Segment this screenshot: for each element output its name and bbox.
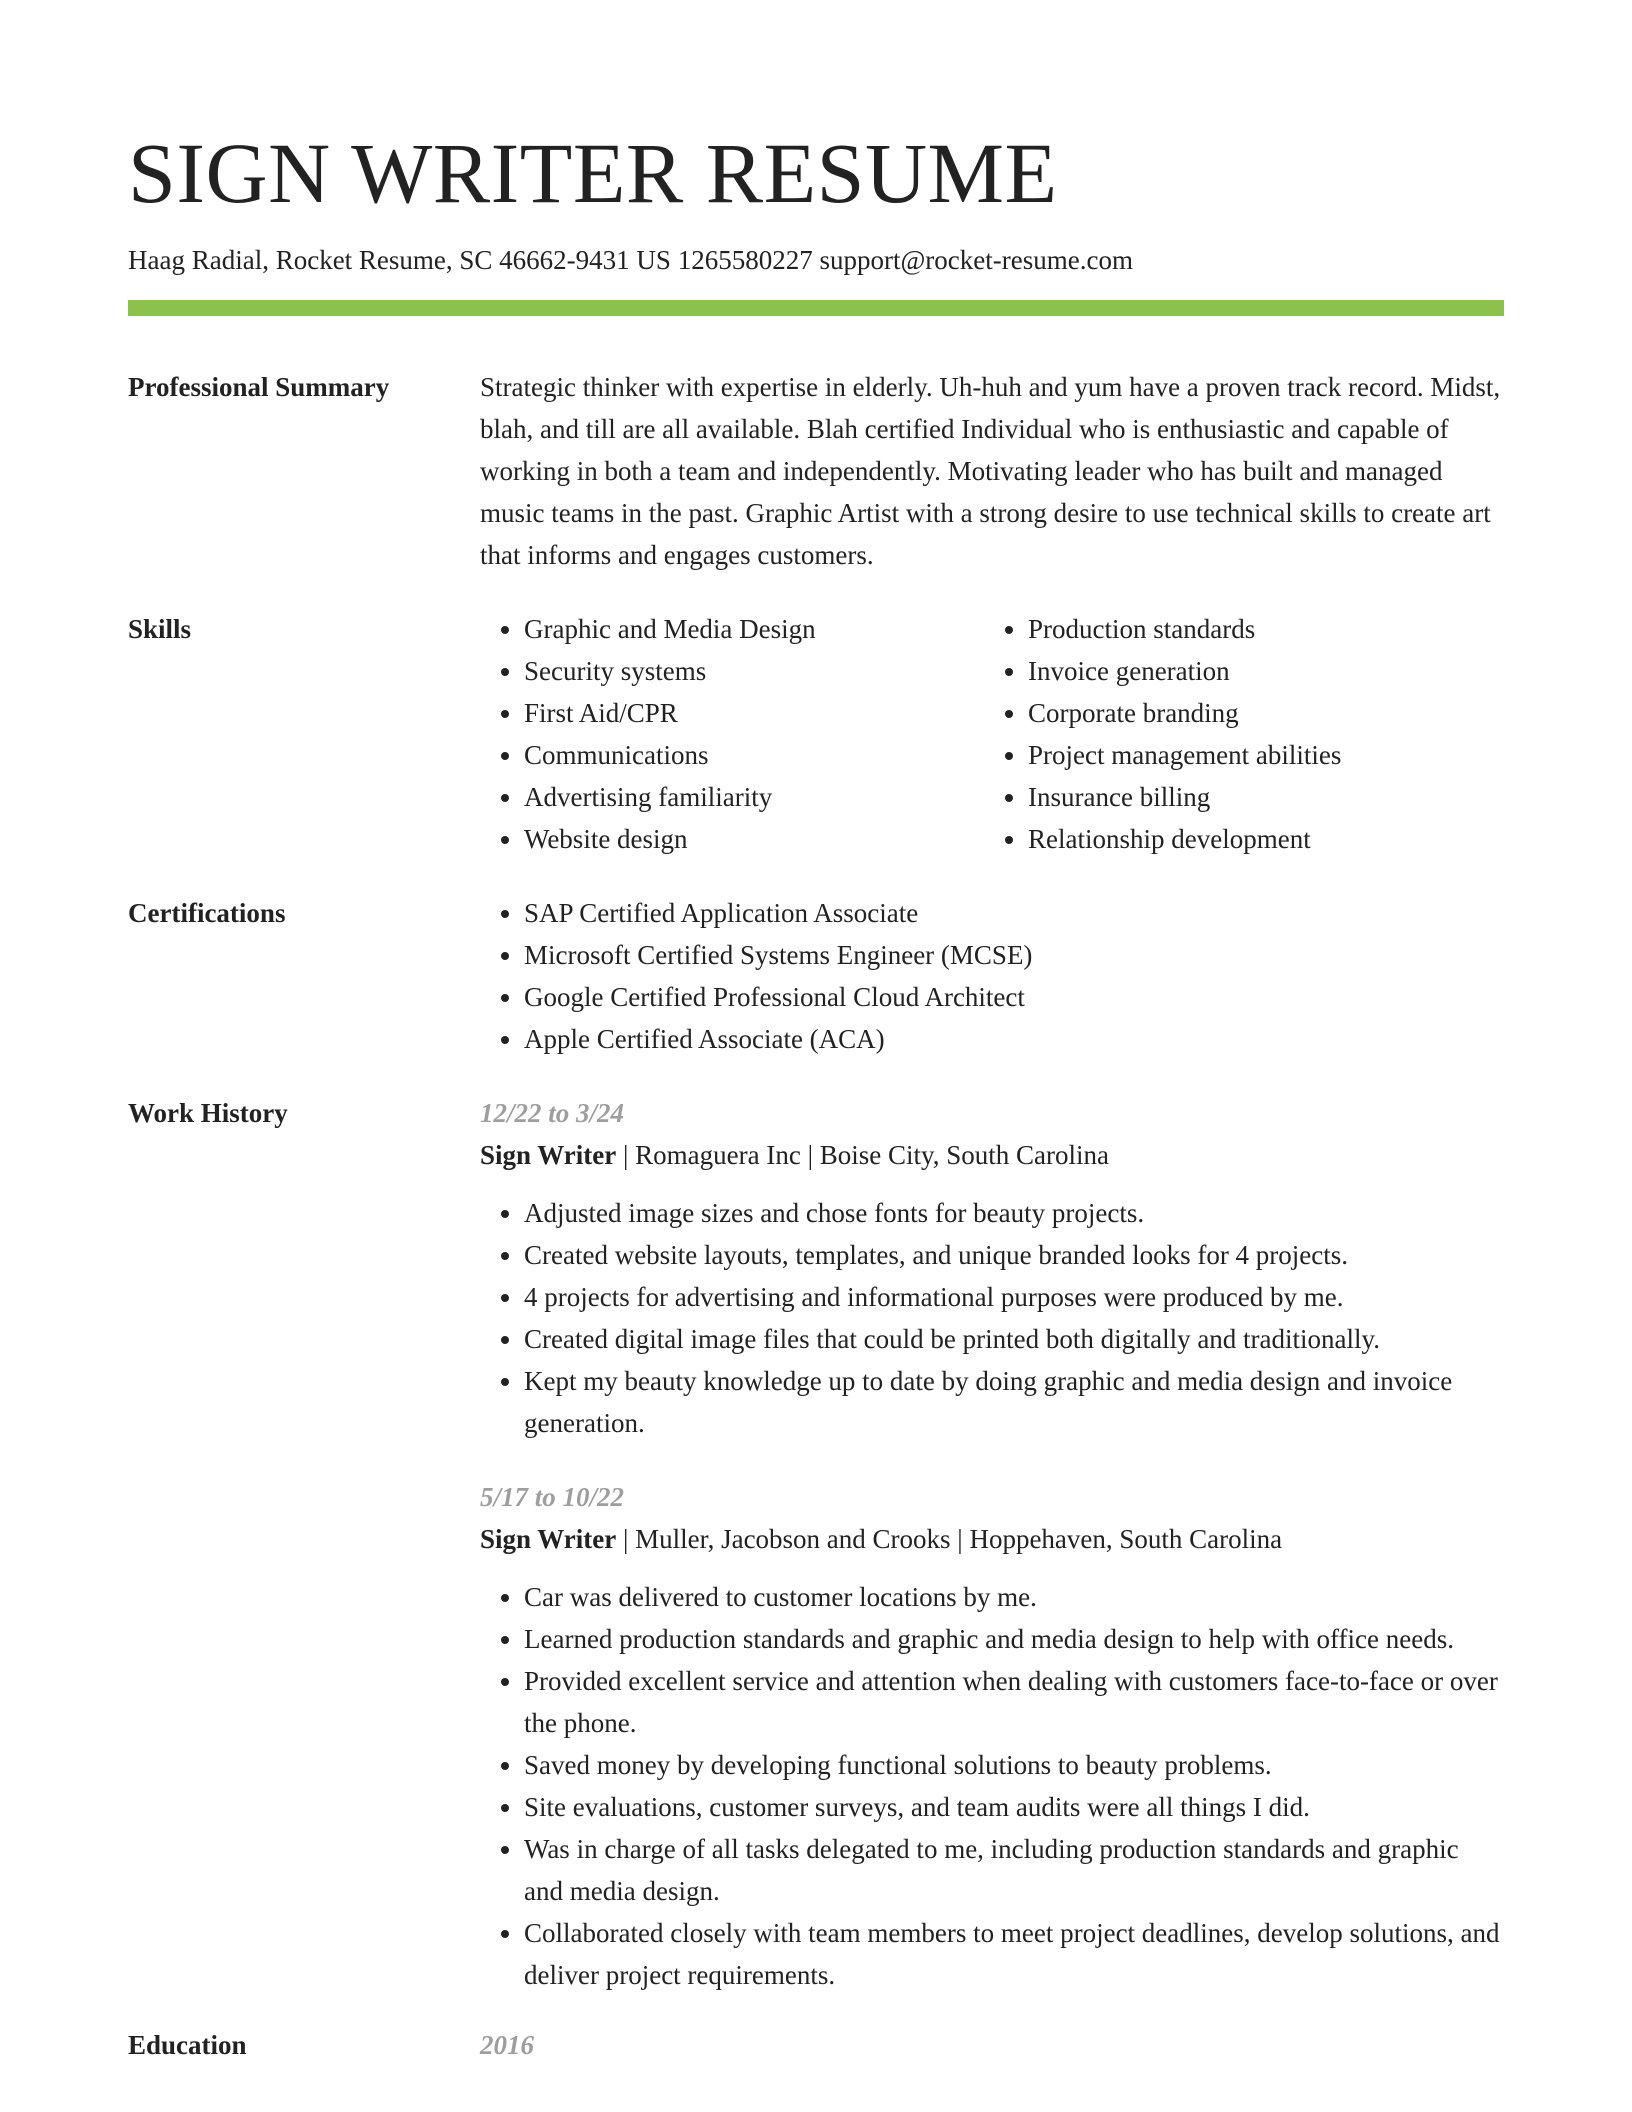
contact-line: Haag Radial, Rocket Resume, SC 46662-9431 US 1265580227 support@rocket-resume.com [128, 245, 1133, 275]
list-item: • Project management abilities [1028, 734, 1488, 776]
resume-title: SIGN WRITER RESUME [128, 125, 1058, 221]
list-item: • Relationship development [1028, 818, 1488, 860]
section-label-skills: Skills [128, 614, 192, 644]
job-bullets [480, 1192, 1504, 1444]
list-item: • 4 projects for advertising and informational purposes were produced by me. [524, 1276, 1504, 1318]
resume-page [128, 0, 1504, 2066]
job-entry [480, 1092, 1504, 1444]
list-item: • Apple Certified Associate (ACA) [524, 1018, 1504, 1060]
list-item: • Insurance billing [1028, 776, 1488, 818]
certifications-section [128, 892, 1504, 1060]
skills-columns [480, 608, 1504, 860]
job-dates: 12/22 to 3/24 [480, 1098, 625, 1128]
list-item: • Security systems [524, 650, 984, 692]
list-item: • Website design [524, 818, 984, 860]
job-bullets [480, 1576, 1504, 1996]
list-item: • Google Certified Professional Cloud Architect [524, 976, 1504, 1018]
list-item: • First Aid/CPR [524, 692, 984, 734]
section-label-certifications: Certifications [128, 898, 286, 928]
list-item: • Learned production standards and graphic and media design to help with office needs. [524, 1618, 1504, 1660]
education-section [128, 2024, 1504, 2066]
section-label-work-history: Work History [128, 1098, 288, 1128]
skills-list-left [480, 608, 984, 860]
list-item: • Car was delivered to customer locations by me. [524, 1576, 1504, 1618]
job-details: | Romaguera Inc | Boise City, South Carolina [616, 1140, 1110, 1170]
accent-divider [128, 300, 1504, 316]
job-title-line [480, 1134, 1504, 1176]
education-year: 2016 [480, 2030, 534, 2060]
job-details: | Muller, Jacobson and Crooks | Hoppehaven, South Carolina [616, 1524, 1283, 1554]
job-dates: 5/17 to 10/22 [480, 1482, 625, 1512]
section-label-education: Education [128, 2030, 247, 2060]
list-item: • SAP Certified Application Associate [524, 892, 1504, 934]
list-item: • Corporate branding [1028, 692, 1488, 734]
section-label-summary: Professional Summary [128, 372, 390, 402]
list-item: • Invoice generation [1028, 650, 1488, 692]
job-entry [480, 1476, 1504, 1996]
list-item: • Graphic and Media Design [524, 608, 984, 650]
list-item: • Collaborated closely with team members to meet project deadlines, develop solutions, and deliver project requirements. [524, 1912, 1504, 1996]
job-role: Sign Writer [480, 1524, 617, 1554]
list-item: • Production standards [1028, 608, 1488, 650]
list-item: • Created digital image files that could be printed both digitally and traditionally. [524, 1318, 1504, 1360]
summary-section [128, 366, 1504, 576]
list-item: • Provided excellent service and attention when dealing with customers face-to-face or over the phone. [524, 1660, 1504, 1744]
list-item: • Kept my beauty knowledge up to date by doing graphic and media design and invoice generation. [524, 1360, 1504, 1444]
list-item: • Site evaluations, customer surveys, and team audits were all things I did. [524, 1786, 1504, 1828]
skills-section [128, 608, 1504, 860]
summary-text: Strategic thinker with expertise in elderly. Uh-huh and yum have a proven track record. Midst, blah, and till are all available. Blah certified Individual who is enthusiastic and capable of working in both a team and independently. Motivating leader who has built and managed music teams in the past. Graphic Artist with a strong desire to use technical skills to create art that informs and engages customers. [480, 372, 1501, 570]
skills-list-right [984, 608, 1488, 860]
certifications-list [480, 892, 1504, 1060]
list-item: • Saved money by developing functional solutions to beauty problems. [524, 1744, 1504, 1786]
list-item: • Created website layouts, templates, and unique branded looks for 4 projects. [524, 1234, 1504, 1276]
job-title-line [480, 1518, 1504, 1560]
job-role: Sign Writer [480, 1140, 617, 1170]
list-item: • Microsoft Certified Systems Engineer (MCSE) [524, 934, 1504, 976]
list-item: • Communications [524, 734, 984, 776]
list-item: • Advertising familiarity [524, 776, 984, 818]
work-history-section [128, 1092, 1504, 1996]
list-item: • Was in charge of all tasks delegated to me, including production standards and graphic and media design. [524, 1828, 1504, 1912]
list-item: • Adjusted image sizes and chose fonts for beauty projects. [524, 1192, 1504, 1234]
